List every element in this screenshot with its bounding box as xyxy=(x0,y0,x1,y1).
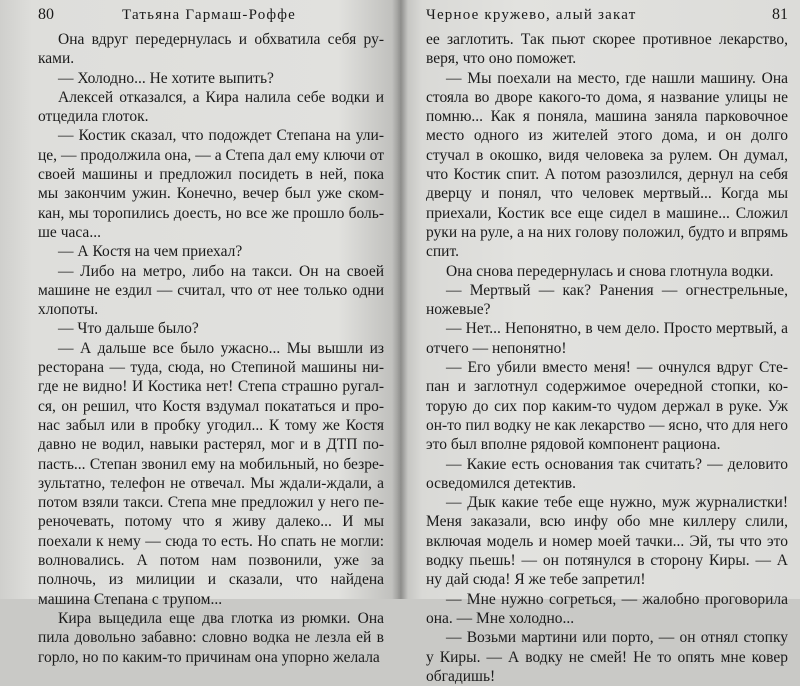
right-page-header xyxy=(426,6,788,30)
right-page-text xyxy=(426,30,788,686)
paragraph: Она снова передернулась и снова глотнула водки. xyxy=(446,262,774,280)
paragraph: — А дальше все было ужасно... Мы вышли из ресторана — туда, сюда, но Степиной машины нигде не видно! И Костика нет! Степа страшно ругался, он решил, что Костя вздумал покататься и пронас забыл или в пробку угодил... К тому же Костя давно не водил, навыки растерял, мог и в ДТП попасть... Степан звонил ему на мобильный, но безрезультатно, телефон не отвечал. Мы ждали-ждали, а потом взяли такси. Степа мне предложил у него переночевать, потому что я живу далеко... И мы поехали к нему — сюда то есть. Но спать не могли: волновались. А потом нам позвонили, уже за полночь, из милиции и сказали, что найдена машина Степана с трупом... xyxy=(38,339,384,608)
paragraph: — Что дальше было? xyxy=(58,320,199,338)
paragraph: — Его убили вместо меня! — очнулся вдруг Степан и заглотнул содержимое очередной стопки, которую до сих пор каким-то чудом держал в руке. Уж он-то пил водку не как лекарство — ясно, что для него это был вполне рядовой компонент рациона. xyxy=(426,359,788,454)
paragraph: Алексей отказался, а Кира налила себе водки и отцедила глоток. xyxy=(38,88,384,126)
left-running-head: Татьяна Гармаш-Роффе xyxy=(121,7,297,23)
paragraph: ее заглотить. Так пьют скорее противное лекарство, веря, что оно поможет. xyxy=(426,31,788,68)
right-page-number: 81 xyxy=(772,6,788,23)
paragraph: — Какие есть основания так считать? — деловито осведомился детектив. xyxy=(426,455,788,492)
paragraph: — Нет... Непонятно, в чем дело. Просто мертвый, а отчего — непонятно! xyxy=(426,320,788,357)
paragraph: — Возьми мартини или порто, — он отнял стопку у Киры. — А водку не смей! Не то опять мне ковер обгадишь! xyxy=(426,629,788,685)
left-page-number: 80 xyxy=(38,6,54,23)
paragraph: — Мы поехали на место, где нашли машину. Она стояла во дворе какого-то дома, я название улицы не помню... Как я поняла, машина заняла парковочное место одного из жителей этого дома, и он долго стучал в окошко, видя человека за рулем. Он думал, что Костик спит. А потом разозлился, дернул на себя дверцу и понял, что человек мертвый... Когда мы приехали, Костик все еще сидел в машине... Сложил руки на руле, а на них голову положил, будто и впрямь спит. xyxy=(426,69,788,261)
paragraph: — Мертвый — как? Ранения — огнестрельные, ножевые? xyxy=(426,281,788,319)
paragraph: — Костик сказал, что подождет Степана на улице, — продолжила она, — а Степа дал ему ключи от своей машины и предложил посидеть в ней, пока мы закончим ужин. Конечно, вечер был уже скомкан, мы торопились доесть, но все же прошло больше часа... xyxy=(38,127,384,241)
right-running-head: Черное кружево, алый закат xyxy=(426,7,637,23)
left-page-header xyxy=(38,6,384,30)
right-page xyxy=(398,0,800,685)
paragraph: — Холодно... Не хотите выпить? xyxy=(58,69,274,87)
paragraph: — Дык какие тебе еще нужно, муж журналистки! Меня заказали, всю инфу обо мне киллеру слили, включая модель и номер моей тачки... Эй, ты что это водку пьешь! — он потянулся в сторону Киры. — А ну дай сюда! Я же тебе запретил! xyxy=(426,494,788,589)
paragraph: — А Костя на чем приехал? xyxy=(58,243,243,261)
left-page-text xyxy=(38,30,384,667)
left-page xyxy=(0,0,398,666)
paragraph: Она вдруг передернулась и обхватила себя руками. xyxy=(38,31,384,68)
paragraph: — Либо на метро, либо на такси. Он на своей машине не ездил — считал, что от нее только одни хлопоты. xyxy=(38,262,384,319)
paragraph: — Мне нужно согреться, — жалобно проговорила она. — Мне холодно... xyxy=(426,590,788,627)
paragraph: Кира выцедила еще два глотка из рюмки. Она пила довольно забавно: словно водка не лезла ей в горло, но по каким-то причинам она упорно желала xyxy=(38,609,384,666)
